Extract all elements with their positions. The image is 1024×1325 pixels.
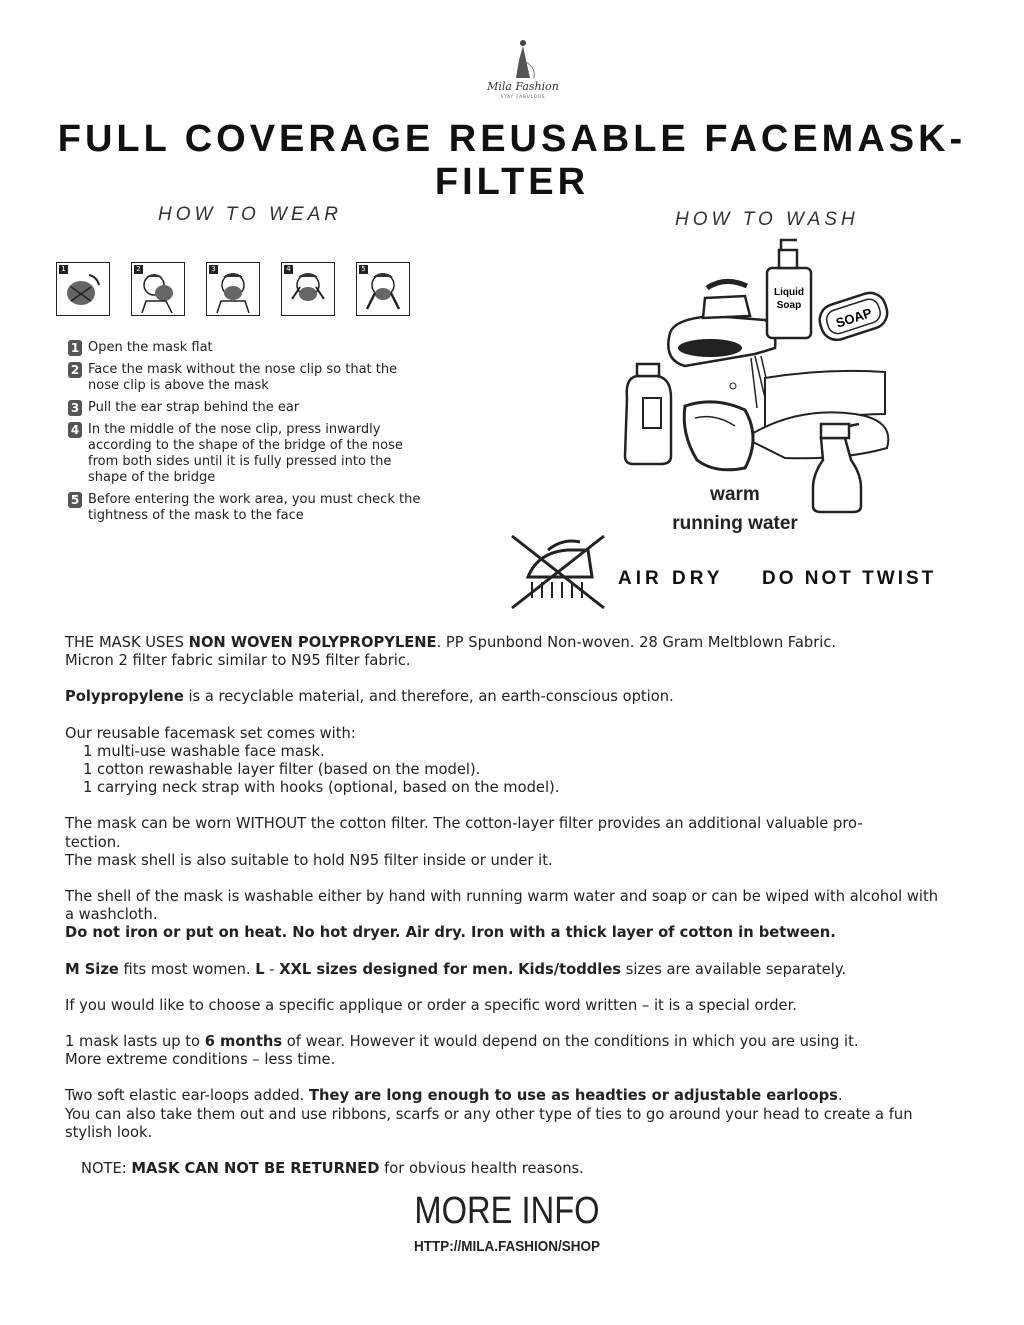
wear-step-icon-2: 2 bbox=[131, 262, 185, 316]
page-title: FULL COVERAGE REUSABLE FACEMASK-FILTER bbox=[57, 118, 967, 203]
step-text: In the middle of the nose clip, press inwardly according to the shape of the bridge of the nose from both sides until it is fully pressed into the shape of the bridge bbox=[88, 422, 403, 485]
paragraph-recyclable: Polypropylene is a recyclable material, and therefore, an earth-conscious option. bbox=[65, 688, 674, 706]
detergent-bottle-icon bbox=[625, 364, 671, 464]
step-number: 2 bbox=[68, 362, 82, 378]
no-heat-icon bbox=[508, 532, 608, 612]
step-number: 3 bbox=[68, 400, 82, 416]
logo-tagline: STAY FABULOUS bbox=[500, 94, 546, 99]
paragraph-material: THE MASK USES NON WOVEN POLYPROPYLENE. PP Spunbond Non-woven. 28 Gram Meltblown Fabric. Micron 2 filter fabric similar to N95 filter fabric. bbox=[65, 634, 837, 670]
face-mask-on-icon bbox=[136, 269, 180, 313]
description-body bbox=[65, 634, 945, 1196]
list-item bbox=[68, 400, 428, 416]
paragraph-washing: The shell of the mask is washable either by hand with running warm water and soap or can be wiped with alcohol with a washcloth. Do not iron or put on heat. No hot dryer. Air dry. Iron with a thick layer of cotton in between. bbox=[65, 888, 939, 942]
paragraph-filter: The mask can be worn WITHOUT the cotton filter. The cotton-layer filter provides an additional valuable pro- tection. The mask shell is also suitable to hold N95 filter inside or under it. bbox=[65, 815, 863, 869]
shop-link[interactable]: HTTP://MILA.FASHION/SHOP bbox=[413, 1238, 600, 1255]
step-number: 5 bbox=[68, 492, 82, 508]
paragraph-set-contents: Our reusable facemask set comes with: 1 multi-use washable face mask. 1 cotton rewashable layer filter (based on the model). 1 carrying neck strap with hooks (optional, based on the model). bbox=[65, 724, 560, 797]
svg-text:SOAP: SOAP bbox=[834, 305, 874, 331]
nose-clip-icon bbox=[286, 269, 330, 313]
step-number: 4 bbox=[68, 422, 82, 438]
how-to-wear-heading: HOW TO WEAR bbox=[158, 204, 343, 225]
step-text: Before entering the work area, you must check the tightness of the mask to the face bbox=[88, 492, 421, 523]
wash-illustration bbox=[615, 238, 905, 518]
svg-text:Soap: Soap bbox=[776, 300, 802, 311]
wear-step-icon-5: 5 bbox=[356, 262, 410, 316]
list-item bbox=[68, 422, 428, 486]
wear-step-icon-4: 4 bbox=[281, 262, 335, 316]
faucet-icon bbox=[668, 281, 775, 366]
check-fit-icon bbox=[361, 269, 405, 313]
list-item: 1 cotton rewashable layer filter (based on the model). bbox=[83, 761, 481, 779]
paragraph-lifespan: 1 mask lasts up to 6 months of wear. However it would depend on the conditions in which you are using it. More extreme conditions – less time. bbox=[65, 1033, 859, 1069]
how-to-wash-heading: HOW TO WASH bbox=[675, 209, 859, 230]
wear-instructions bbox=[68, 340, 428, 530]
list-item: 1 multi-use washable face mask. bbox=[83, 742, 325, 760]
wear-step-icon-3: 3 bbox=[206, 262, 260, 316]
paragraph-note: NOTE: MASK CAN NOT BE RETURNED for obvious health reasons. bbox=[81, 1160, 584, 1178]
logo-name: Mila Fashion bbox=[487, 80, 559, 93]
model-figure-icon bbox=[508, 38, 538, 80]
brand-logo bbox=[478, 38, 568, 98]
paragraph-sizes: M Size fits most women. L - XXL sizes designed for men. Kids/toddles sizes are available separately. bbox=[65, 960, 847, 978]
list-item: 1 carrying neck strap with hooks (optional, based on the model). bbox=[83, 779, 560, 797]
step-number: 1 bbox=[68, 340, 82, 356]
svg-text:Liquid: Liquid bbox=[774, 287, 804, 298]
paragraph-earloops: Two soft elastic ear-loops added. They are long enough to use as headties or adjustable earloops. You can also take them out and use ribbons, scarfs or any other type of ties to go around your head to create a fun stylish look. bbox=[65, 1087, 913, 1141]
ear-strap-icon bbox=[211, 269, 255, 313]
list-item bbox=[68, 362, 428, 394]
open-mask-icon bbox=[61, 269, 105, 313]
more-info-heading: MORE INFO bbox=[414, 1190, 600, 1232]
washing-hands-icon bbox=[684, 356, 888, 470]
paragraph-special-order: If you would like to choose a specific applique or order a specific word written – it is a special order. bbox=[65, 996, 797, 1014]
step-text: Pull the ear strap behind the ear bbox=[88, 400, 300, 415]
soap-bar-icon bbox=[816, 289, 892, 344]
liquid-soap-icon bbox=[767, 240, 811, 338]
do-not-twist-label: DO NOT TWIST bbox=[762, 568, 937, 589]
list-item bbox=[68, 340, 428, 356]
air-dry-label: AIR DRY bbox=[618, 568, 724, 589]
wear-step-icon-1: 1 bbox=[56, 262, 110, 316]
step-text: Face the mask without the nose clip so that the nose clip is above the mask bbox=[88, 362, 398, 393]
step-text: Open the mask flat bbox=[88, 340, 213, 355]
wear-steps-icons bbox=[56, 262, 410, 316]
running-water-label: running water bbox=[672, 513, 798, 534]
warm-water-label bbox=[645, 480, 825, 538]
warm-label: warm bbox=[710, 484, 760, 505]
list-item bbox=[68, 492, 428, 524]
